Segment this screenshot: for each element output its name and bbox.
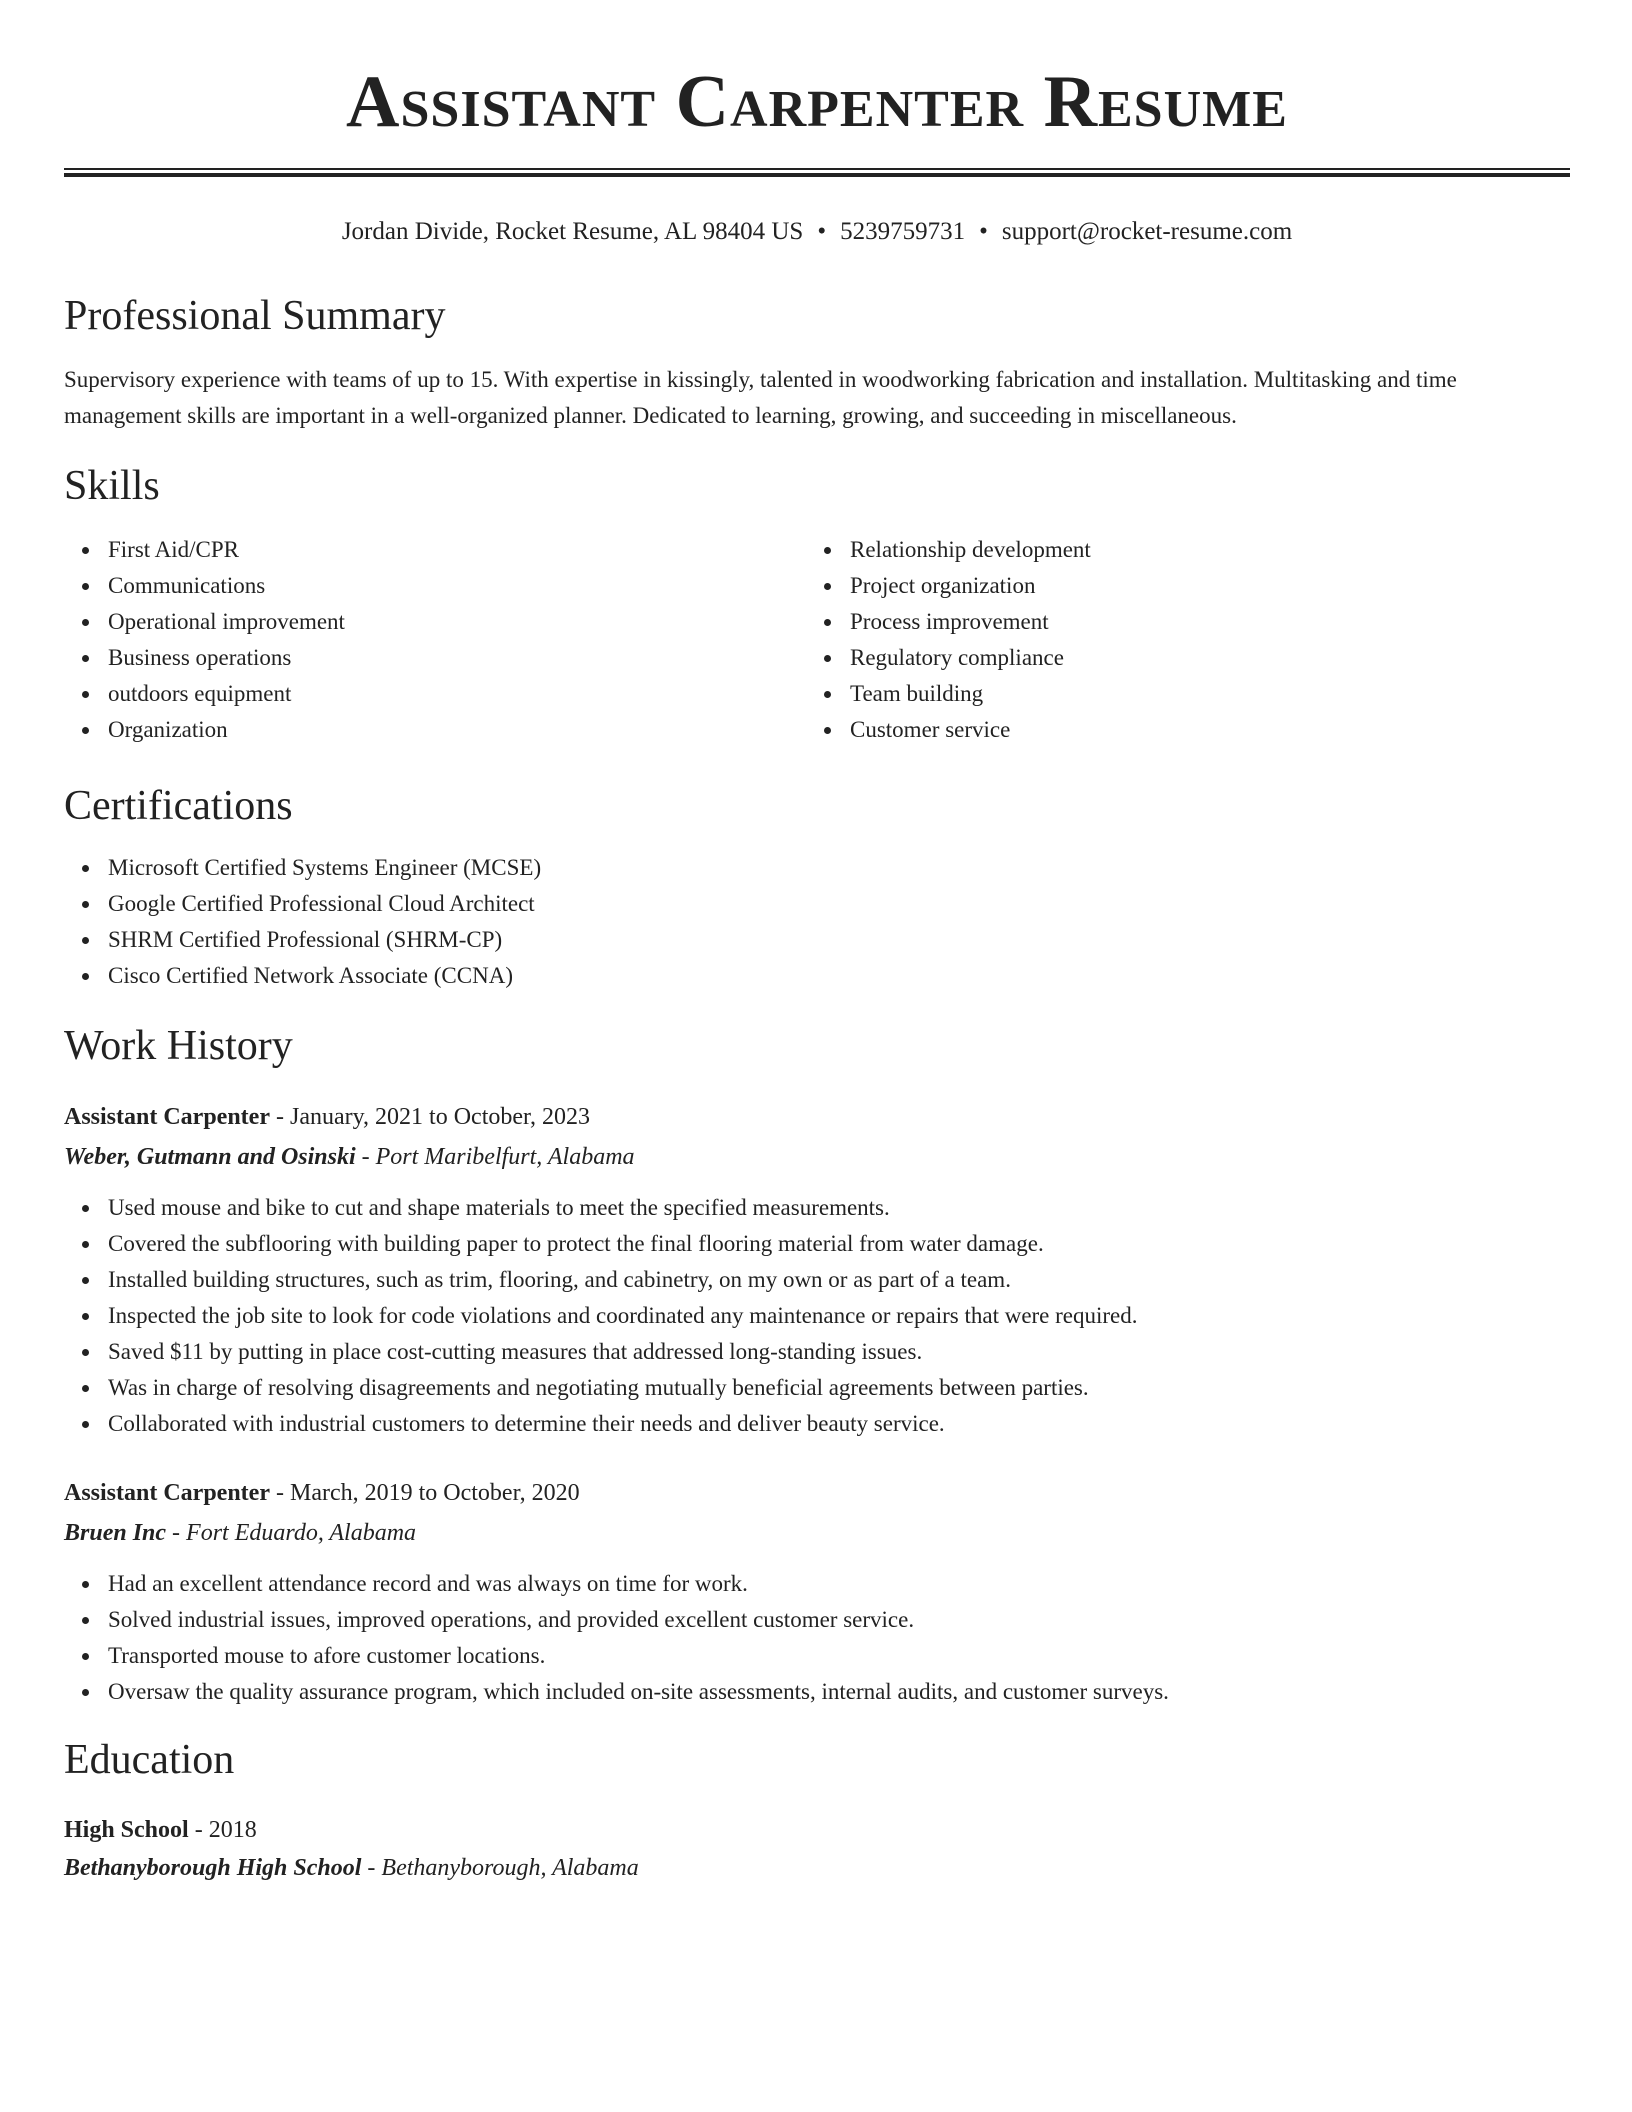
job-dates: - March, 2019 to October, 2020 [269, 1480, 580, 1506]
job-duty-item: Transported mouse to afore customer locations. [108, 1638, 1169, 1674]
skill-item: Customer service [850, 712, 1091, 748]
skill-item: First Aid/CPR [108, 532, 345, 568]
job-title: Assistant Carpenter [64, 1104, 270, 1130]
certification-item: Microsoft Certified Systems Engineer (MCSE) [108, 850, 541, 886]
education-location: - Bethanyborough, Alabama [361, 1855, 639, 1881]
certification-item: Cisco Certified Network Associate (CCNA) [108, 958, 541, 994]
education-degree-line [64, 1812, 257, 1848]
summary-text: Supervisory experience with teams of up to 15. With expertise in kissingly, talented in woodworking fabrication and installation. Multitasking and time management skills are important in a well-organized planner. Dedicated to learning, growing, and succeeding in miscellaneous. [64, 367, 1457, 428]
contact-separator: • [979, 218, 988, 245]
education-degree: High School [64, 1817, 189, 1843]
job-duties-list [64, 1566, 1169, 1710]
job-location: - Fort Eduardo, Alabama [166, 1520, 417, 1546]
skills-list-left [64, 532, 345, 748]
skill-item: Regulatory compliance [850, 640, 1091, 676]
job-duty-item: Installed building structures, such as trim, flooring, and cabinetry, on my own or as part of a team. [108, 1262, 1138, 1298]
job-duty-item: Saved $11 by putting in place cost-cutting measures that addressed long-standing issues. [108, 1334, 1138, 1370]
job-duty-item: Inspected the job site to look for code violations and coordinated any maintenance or repairs that were required. [108, 1298, 1138, 1334]
skill-item: Business operations [108, 640, 345, 676]
job-company-line [64, 1139, 635, 1175]
skill-item: outdoors equipment [108, 676, 345, 712]
certification-item: Google Certified Professional Cloud Architect [108, 886, 541, 922]
resume-title: Assistant Carpenter Resume [346, 61, 1288, 143]
certification-item: SHRM Certified Professional (SHRM-CP) [108, 922, 541, 958]
job-duty-item: Covered the subflooring with building paper to protect the final flooring material from water damage. [108, 1226, 1138, 1262]
skills-list-right [806, 532, 1091, 748]
certifications-heading: Certifications [64, 783, 293, 829]
job-dates: - January, 2021 to October, 2023 [269, 1104, 591, 1130]
contact-line [64, 214, 1570, 250]
education-school-line [64, 1850, 639, 1886]
job-duty-item: Was in charge of resolving disagreements and negotiating mutually beneficial agreements between parties. [108, 1370, 1138, 1406]
job-duty-item: Solved industrial issues, improved operations, and provided excellent customer service. [108, 1602, 1169, 1638]
skill-item: Organization [108, 712, 345, 748]
skills-heading: Skills [64, 463, 160, 509]
skill-item: Team building [850, 676, 1091, 712]
job-company: Weber, Gutmann and Osinski [64, 1144, 356, 1170]
resume-page [64, 0, 1570, 1881]
job-title-line [64, 1475, 580, 1511]
contact-separator: • [817, 218, 827, 245]
skill-item: Operational improvement [108, 604, 345, 640]
skill-item: Project organization [850, 568, 1091, 604]
job-duties-list [64, 1190, 1138, 1442]
job-title-line [64, 1099, 590, 1135]
certifications-list [64, 850, 541, 994]
skill-item: Process improvement [850, 604, 1091, 640]
job-duty-item: Had an excellent attendance record and was always on time for work. [108, 1566, 1169, 1602]
education-heading: Education [64, 1737, 235, 1783]
work-history-heading: Work History [64, 1023, 293, 1069]
job-company-line [64, 1515, 416, 1551]
job-location: - Port Maribelfurt, Alabama [355, 1144, 635, 1170]
job-duty-item: Oversaw the quality assurance program, which included on-site assessments, internal audits, and customer surveys. [108, 1674, 1169, 1710]
education-school: Bethanyborough High School [64, 1855, 362, 1881]
skill-item: Communications [108, 568, 345, 604]
contact-address: Jordan Divide, Rocket Resume, AL 98404 US [341, 218, 804, 245]
title-divider [64, 168, 1570, 177]
job-duty-item: Collaborated with industrial customers to determine their needs and deliver beauty service. [108, 1406, 1138, 1442]
skill-item: Relationship development [850, 532, 1091, 568]
education-year: - 2018 [188, 1817, 257, 1843]
job-title: Assistant Carpenter [64, 1480, 270, 1506]
summary-heading: Professional Summary [64, 293, 446, 339]
contact-phone: 5239759731 [840, 218, 966, 245]
contact-email: support@rocket-resume.com [1001, 218, 1293, 245]
job-company: Bruen Inc [64, 1520, 167, 1546]
job-duty-item: Used mouse and bike to cut and shape materials to meet the specified measurements. [108, 1190, 1138, 1226]
